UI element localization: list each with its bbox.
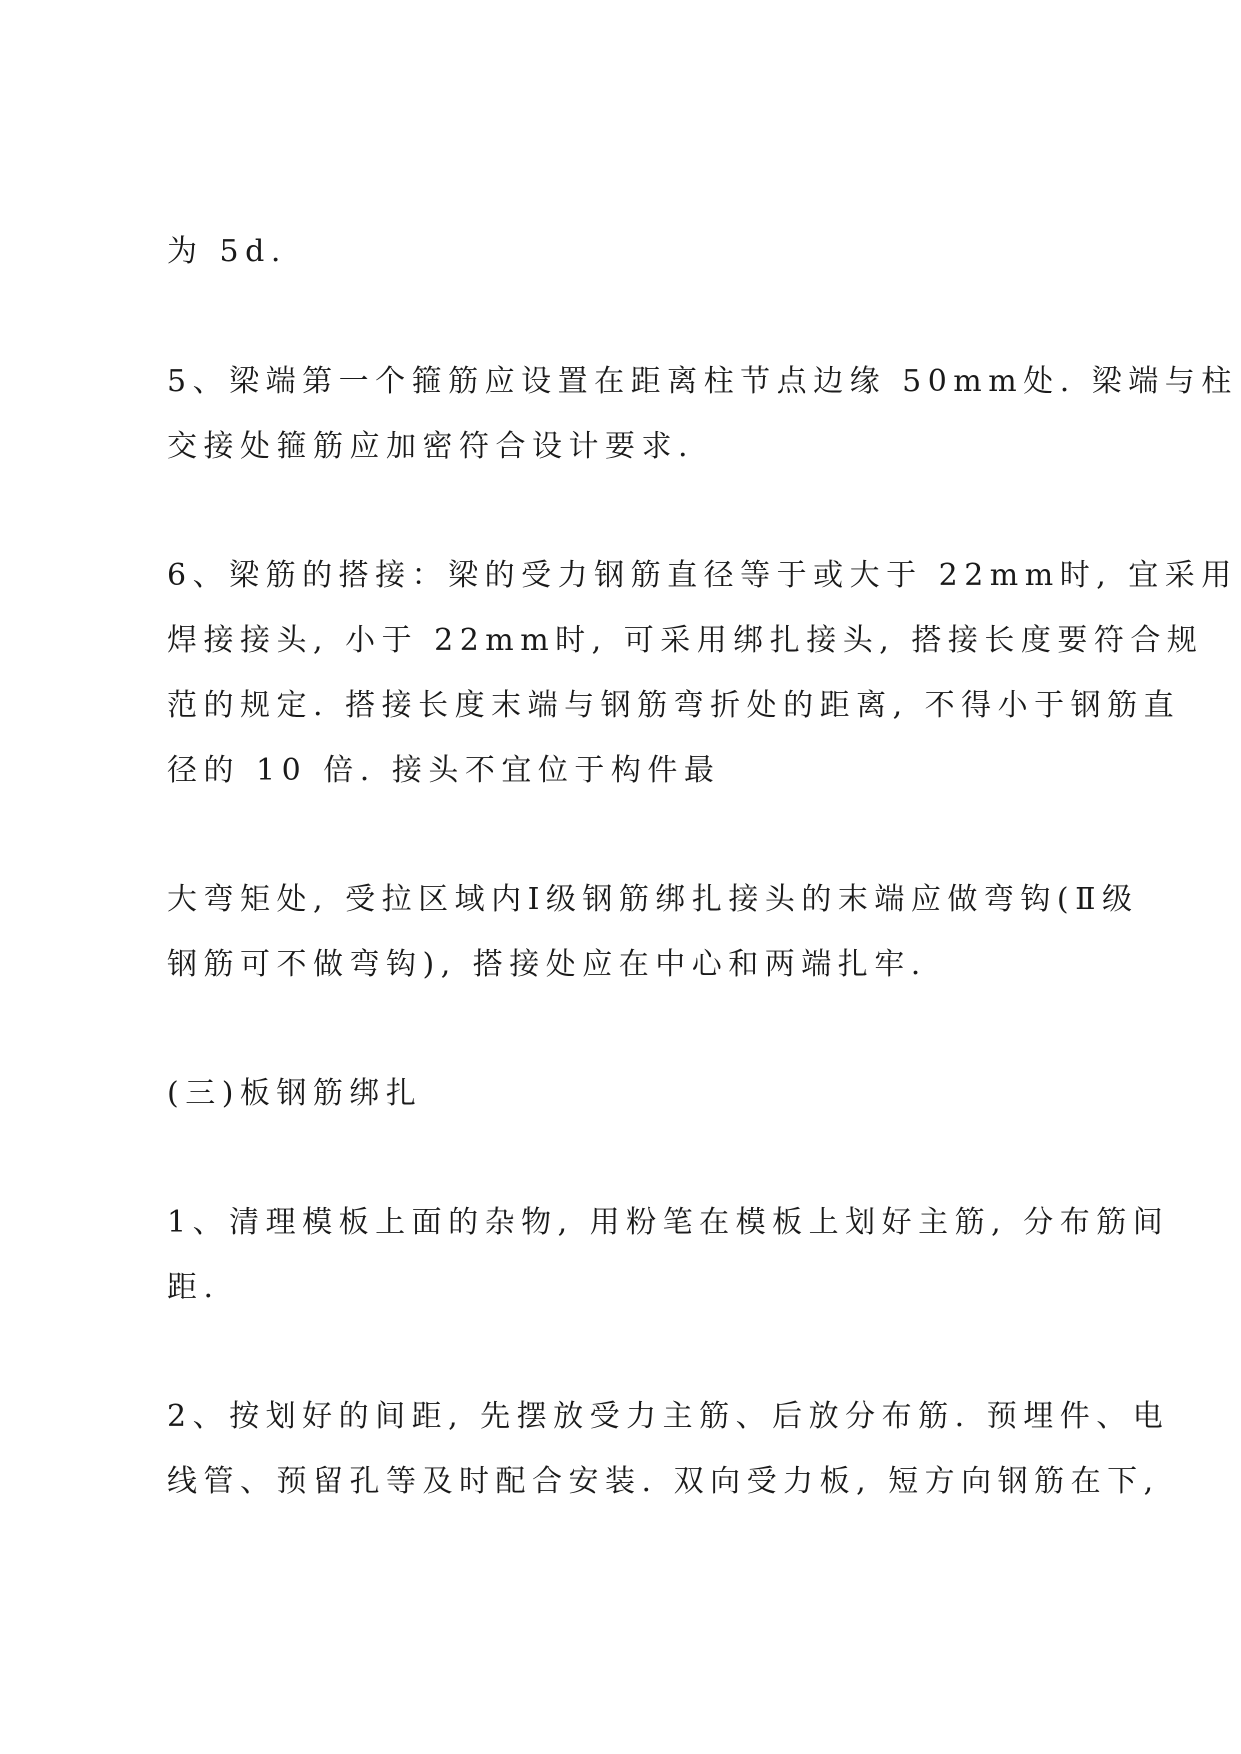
text-line: 1、清理模板上面的杂物, 用粉笔在模板上划好主筋, 分布筋间 [167, 1205, 1170, 1240]
text-line: 范的规定. 搭接长度末端与钢筋弯折处的距离, 不得小于钢筋直 [167, 688, 1181, 723]
text-line: 焊接接头, 小于 22mm时, 可采用绑扎接头, 搭接长度要符合规 [167, 623, 1204, 658]
text-line: 线管、预留孔等及时配合安装. 双向受力板, 短方向钢筋在下, [167, 1464, 1160, 1499]
text-line: 交接处箍筋应加密符合设计要求. [167, 429, 695, 464]
text-line: 5、梁端第一个箍筋应设置在距离柱节点边缘 50mm处. 梁端与柱 [167, 364, 1238, 399]
text-line: 钢筋可不做弯钩), 搭接处应在中心和两端扎牢. [167, 947, 927, 982]
text-line: 2、按划好的间距, 先摆放受力主筋、后放分布筋. 预埋件、电 [167, 1399, 1170, 1434]
text-line: 径的 10 倍. 接头不宜位于构件最 [167, 753, 721, 788]
text-line: 为 5d. [167, 234, 287, 269]
section-heading: (三)板钢筋绑扎 [167, 1076, 423, 1111]
text-line: 6、梁筋的搭接：梁的受力钢筋直径等于或大于 22mm时, 宜采用 [167, 558, 1238, 593]
text-line: 距. [167, 1270, 220, 1305]
text-line: 大弯矩处, 受拉区域内Ⅰ级钢筋绑扎接头的末端应做弯钩(Ⅱ级 [167, 882, 1139, 917]
